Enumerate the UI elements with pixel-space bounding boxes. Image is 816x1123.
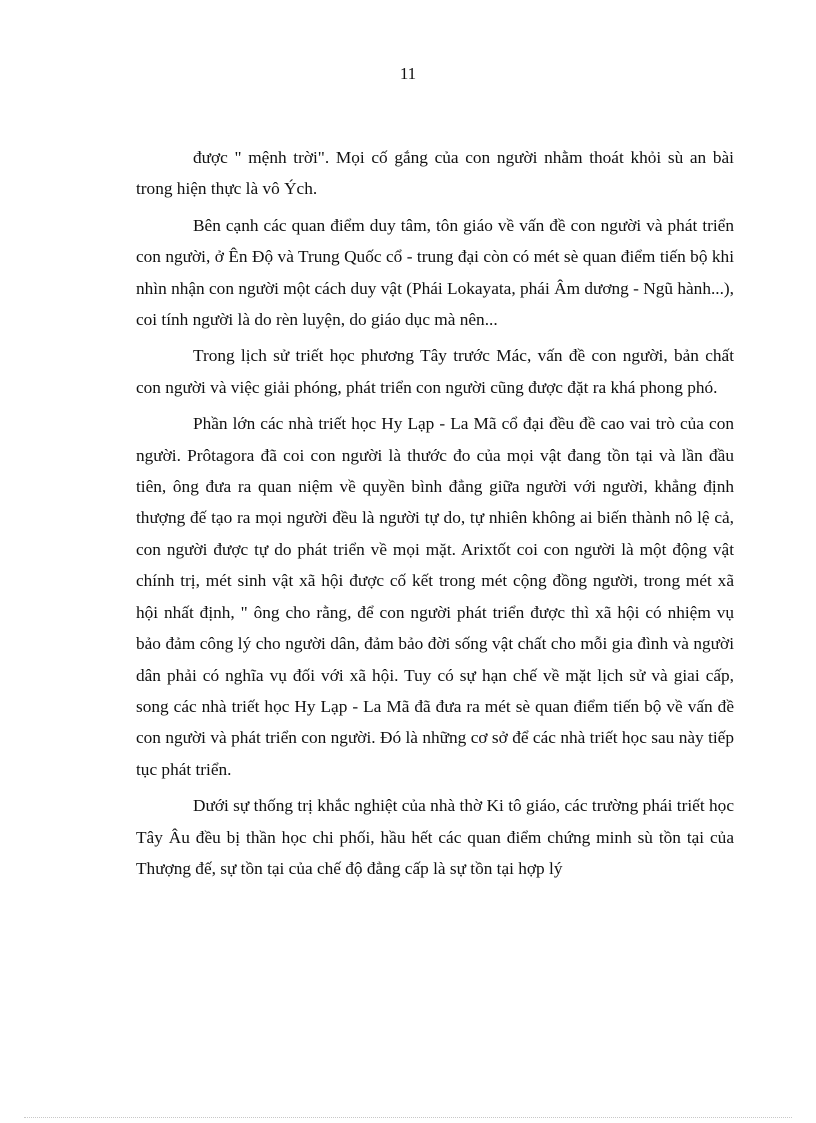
page-number: 11 [399,64,417,83]
document-body [136,142,734,889]
paragraph: Dưới sự thống trị khắc nghiệt của nhà thờ Ki tô giáo, các trường phái triết học Tây Âu đều bị thần học chi phối, hầu hết các quan điểm chứng minh sù tồn tại của Thượng đế, sự tồn tại của chế độ đẳng cấp là sự tồn tại hợp lý [136,796,734,878]
paragraph: được " mệnh trời". Mọi cố gắng của con người nhằm thoát khỏi sù an bài trong hiện thực là vô Ých. [136,148,734,199]
page-bottom-divider [24,1117,792,1118]
paragraph: Phần lớn các nhà triết học Hy Lạp - La Mã cổ đại đều đề cao vai trò của con người. Prôtagora đã coi con người là thước đo của mọi vật đang tồn tại và lần đầu tiên, ông đưa ra quan niệm về quyền bình đẳng giữa người với người, khẳng định thượng đế tạo ra mọi người đều là người tự do, tự nhiên không ai biến thành nô lệ cả, con người được tự do phát triển về mọi mặt. Arixtốt coi con người là một động vật chính trị, mét sinh vật xã hội được cố kết trong mét cộng đồng người, trong mét xã hội nhất định, " ông cho rằng, để con người phát triển được thì xã hội có nhiệm vụ bảo đảm công lý cho người dân, đảm bảo đời sống vật chất cho mỗi gia đình và người dân phải có nghĩa vụ đối với xã hội. Tuy có sự hạn chế về mặt lịch sử và giai cấp, song các nhà triết học Hy Lạp - La Mã đã đưa ra mét sè quan điểm tiến bộ về vấn đề con người và phát triển con người. Đó là những cơ sở để các nhà triết học sau này tiếp tục phát triển. [136,414,734,779]
paragraph: Trong lịch sử triết học phương Tây trước Mác, vấn đề con người, bản chất con người và việc giải phóng, phát triển con người cũng được đặt ra khá phong phó. [136,346,734,397]
paragraph: Bên cạnh các quan điểm duy tâm, tôn giáo về vấn đề con người và phát triển con người, ở Ên Độ và Trung Quốc cổ - trung đại còn có mét sè quan điểm tiến bộ khi nhìn nhận con người một cách duy vật (Phái Lokayata, phái Âm dương - Ngũ hành...), coi tính người là do rèn luyện, do giáo dục mà nên... [136,215,734,330]
